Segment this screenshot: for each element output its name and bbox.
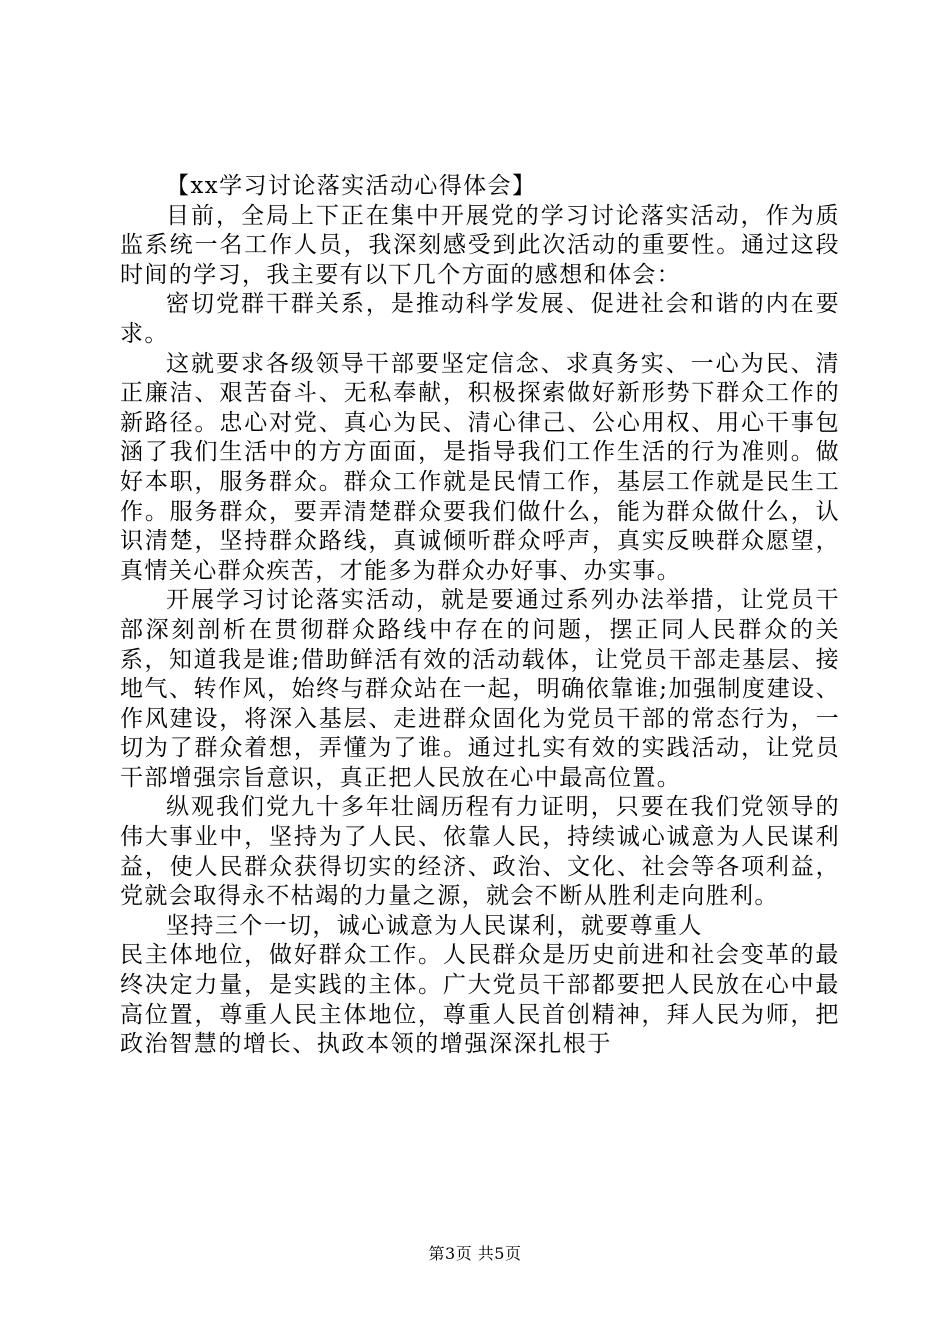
paragraph-intro: 目前，全局上下正在集中开展党的学习讨论落实活动，作为质监系统一名工作人员，我深刻感受到此次活动的重要性。通过这段时间的学习，我主要有以下几个方面的感想和体会： [120,202,840,288]
document-body [120,172,840,1060]
page-number-footer: 第3页 共5页 [428,1244,522,1263]
paragraph-history: 纵观我们党九十多年壮阔历程有力证明，只要在我们党领导的伟大事业中，坚持为了人民、依靠人民，持续诚心诚意为人民谋利益，使人民群众获得切实的经济、政治、文化、社会等各项利益，党就会取得永不枯竭的力量之源，就会不断从胜利走向胜利。 [120,794,840,910]
document-title: 【xx学习讨论落实活动心得体会】 [166,173,537,199]
paragraph-relationship: 密切党群干群关系，是推动科学发展、促进社会和谐的内在要求。 [120,291,840,347]
paragraph-requirements: 这就要求各级领导干部要坚定信念、求真务实、一心为民、清正廉洁、艰苦奋斗、无私奉献，积极探索做好新形势下群众工作的新路径。忠心对党、真心为民、清心律己、公心用权、用心干事包涵了我们生活中的方方面面，是指导我们工作生活的行为准则。做好本职，服务群众。群众工作就是民情工作，基层工作就是民生工作。服务群众，要弄清楚群众要我们做什么，能为群众做什么，认识清楚，坚持群众路线，真诚倾听群众呼声，真实反映群众愿望，真情关心群众疾苦，才能多为群众办好事、办实事。 [120,350,840,584]
paragraph-activity: 开展学习讨论落实活动，就是要通过系列办法举措，让党员干部深刻剖析在贯彻群众路线中存在的问题，摆正同人民群众的关系，知道我是谁;借助鲜活有效的活动载体，让党员干部走基层、接地气、转作风，始终与群众站在一起，明确依靠谁;加强制度建设、作风建设，将深入基层、走进群众固化为党员干部的常态行为，一切为了群众着想，弄懂为了谁。通过扎实有效的实践活动，让党员干部增强宗旨意识，真正把人民放在心中最高位置。 [120,587,840,791]
paragraph-continuation: 民主体地位，做好群众工作。人民群众是历史前进和社会变革的最终决定力量，是实践的主体。广大党员干部都要把人民放在心中最高位置，尊重人民主体地位，尊重人民首创精神，拜人民为师，把政治智慧的增长、执政本领的增强深深扎根于 [120,942,840,1058]
paragraph-three-all: 坚持三个一切，诚心诚意为人民谋利，就要尊重人 [166,912,703,939]
